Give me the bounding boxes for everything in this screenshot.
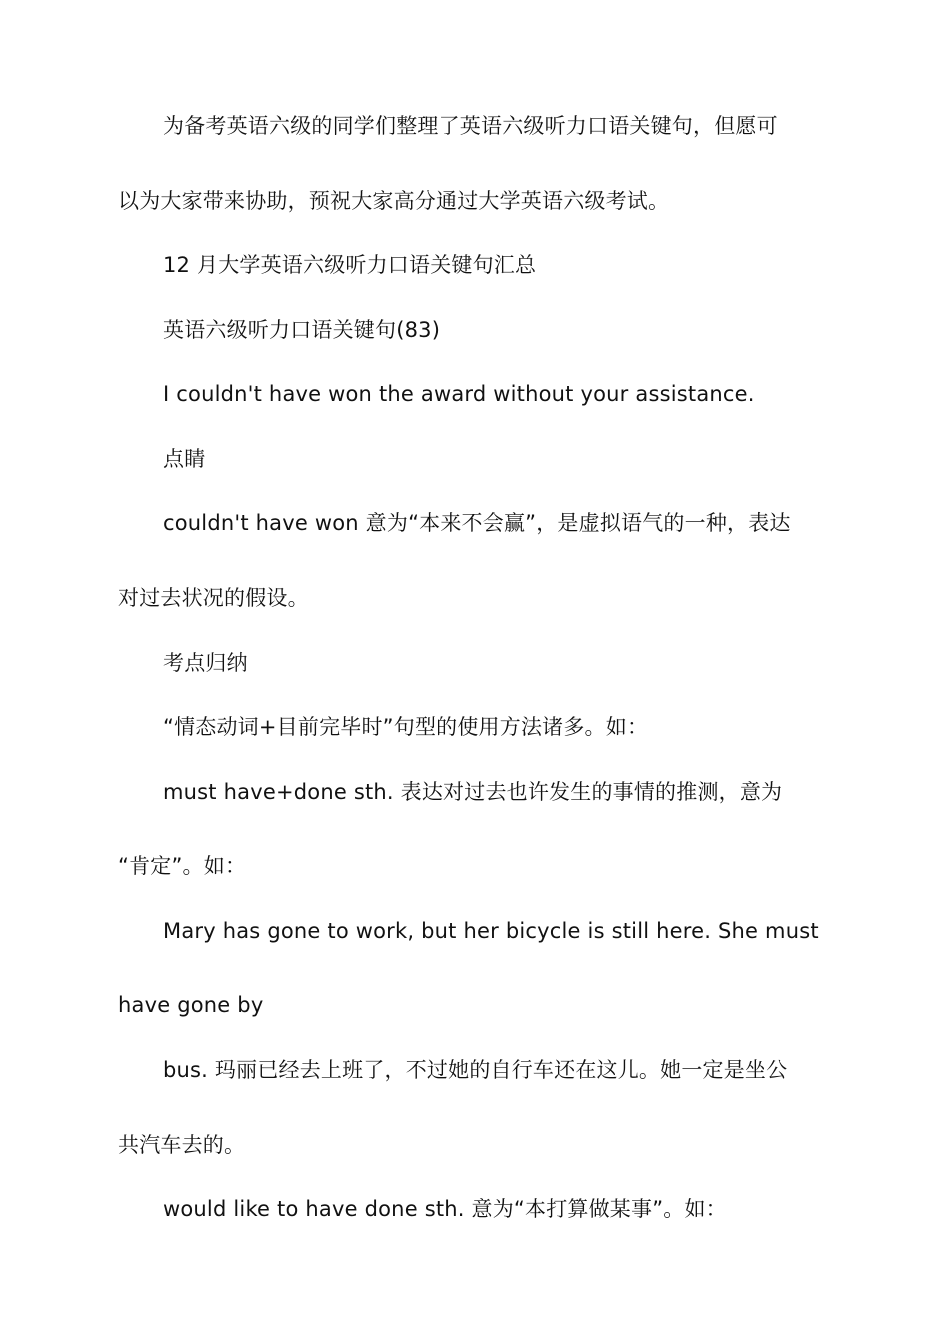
section-title: 12 月大学英语六级听力口语关键句汇总 (163, 253, 537, 277)
usage-1-line-1: must have+done sth. 表达对过去也许发生的事情的推测，意为 (163, 780, 783, 804)
key-sentence: I couldn't have won the award without your assistance. (163, 382, 755, 406)
subsection-title: 英语六级听力口语关键句(83) (163, 318, 441, 342)
summary-heading: 考点归纳 (163, 651, 248, 675)
usage-2-line-1: would like to have done sth. 意为“本打算做某事”。如： (163, 1197, 727, 1221)
intro-paragraph-line-1: 为备考英语六级的同学们整理了英语六级听力口语关键句，但愿可 (163, 114, 778, 138)
summary-intro: “情态动词+目前完毕时”句型的使用方法诸多。如： (163, 715, 649, 739)
example-1-line-1: Mary has gone to work, but her bicycle is still here. She must (163, 919, 819, 943)
example-1-line-2: have gone by (118, 993, 264, 1017)
highlight-heading: 点睛 (163, 447, 206, 471)
example-1-line-3: bus. 玛丽已经去上班了，不过她的自行车还在这儿。她一定是坐公 (163, 1058, 788, 1082)
highlight-paragraph-line-1: couldn't have won 意为“本来不会赢”，是虚拟语气的一种，表达 (163, 511, 791, 535)
intro-paragraph-line-2: 以为大家带来协助，预祝大家高分通过大学英语六级考试。 (118, 189, 670, 213)
usage-1-line-2: “肯定”。如： (118, 854, 247, 878)
example-1-line-4: 共汽车去的。 (118, 1133, 246, 1157)
highlight-paragraph-line-2: 对过去状况的假设。 (118, 586, 309, 610)
